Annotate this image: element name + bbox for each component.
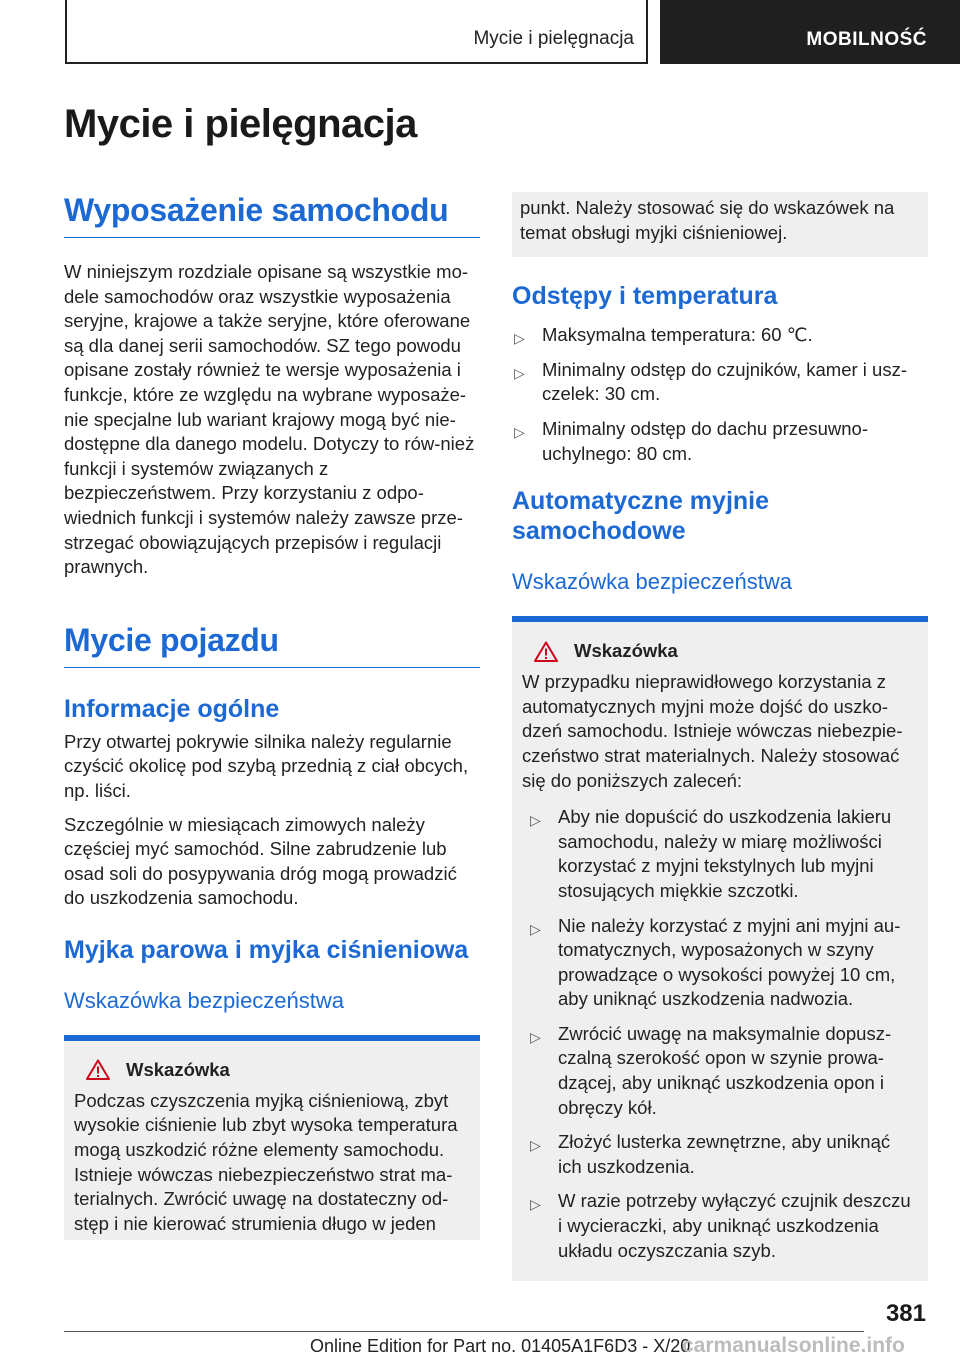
heading-general-info: Informacje ogólne [64,694,280,723]
page-number: 381 [885,1300,926,1327]
list-item: ▷ Nie należy korzystać z myjni ani myjni au-tomatycznych, wyposażonych w szyny prowadzące o wysokości powyżej 10 cm, aby uniknąć uszkodzenia nadwozia. [530,914,901,1010]
note-label: Wskazówka [126,1058,230,1080]
heading-vehicle-wash: Mycie pojazdu [64,622,480,668]
page-title: Mycie i pielęgnacja [64,102,417,146]
triangle-bullet-icon: ▷ [530,812,541,829]
list-item: ▷ Złożyć lusterka zewnętrzne, aby uniknąć ich uszkodzenia. [530,1131,891,1177]
distance-list [512,323,928,466]
paragraph-equipment: W niniejszym rozdziale opisane są wszystkie mo-dele samochodów oraz wszystkie wyposażenia seryjne, krajowe a także seryjne, które oferowane są dla danej serii samochodów. SZ tego powodu opisane zostały również te wersje wyposażenia i funkcje, które ze względu na wybrane wyposaże-nie specjalne lub wariant krajowy mogą być nie-dostępne dla danego modelu. Dotyczy to rów-nież funkcji i systemów związanych z bezpieczeństwem. Przy korzystaniu z odpo-wiednich funkcji i systemów należy zawsze prze-strzegać obowiązujących przepisów i regulacji prawnych. [64,261,475,578]
right-column [512,192,928,1281]
footer-edition: Online Edition for Part no. 01405A1F6D3 - X/20 [310,1336,691,1356]
triangle-bullet-icon: ▷ [514,364,525,381]
footer-watermark: carmanualsonline.info [682,1334,905,1357]
paragraph-general-1: Przy otwartej pokrywie silnika należy regularnie czyścić okolicę pod szybą przednią z ciał obcych, np. liści. [64,730,469,801]
list-item: ▷ Maksymalna temperatura: 60 ℃. [512,323,928,348]
heading-steam-pressure-washer: Myjka parowa i myjka ciśnieniowa [64,935,469,964]
paragraph-general-2: Szczególnie w miesiącach zimowych należy częściej myć samochód. Silne zabrudzenie lub osad soli do posypywania dróg mogą prowadzić do uszkodzenia samochodu. [64,813,457,909]
car-wash-recommendations-list [522,805,918,1263]
header-section-title: Mycie i pielęgnacja [473,28,634,49]
triangle-bullet-icon: ▷ [514,423,525,440]
heading-distance-temperature: Odstępy i temperatura [512,282,778,311]
note-label: Wskazówka [574,640,678,662]
note-header [522,640,918,662]
triangle-bullet-icon: ▷ [530,1028,541,1045]
heading-automatic-car-wash: Automatyczne myjnie samochodowe [512,487,770,546]
note-continuation-text: punkt. Należy stosować się do wskazówek na temat obsługi myjki ciśnieniowej. [520,197,895,243]
triangle-bullet-icon: ▷ [514,330,525,347]
heading-safety-note-left: Wskazówka bezpieczeństwa [64,987,345,1013]
safety-note-box-right [512,616,928,1281]
list-item: ▷ Minimalny odstęp do czujników, kamer i usz-czelek: 30 cm. [514,358,908,405]
heading-safety-note-right: Wskazówka bezpieczeństwa [512,569,793,595]
note-header [74,1059,470,1081]
safety-note-box-left [64,1035,480,1241]
triangle-bullet-icon: ▷ [530,1137,541,1154]
list-item: ▷ Aby nie dopuścić do uszkodzenia lakieru samochodu, należy w miarę możliwości korzystać z myjni tekstylnych lub myjni stosujących miękkie szczotki. [530,806,892,901]
list-item: ▷ Zwrócić uwagę na maksymalnie dopusz-czalną szerokość opon w szynie prowa-dzącej, aby uniknąć uszkodzenia opon i obręczy kół. [530,1022,892,1118]
header-tab-label: MOBILNOŚĆ [806,29,927,50]
triangle-bullet-icon: ▷ [530,1196,541,1213]
warning-triangle-icon [86,1059,110,1080]
safety-note-continuation [512,192,928,257]
left-column [64,192,480,1240]
note-text-left: Podczas czyszczenia myjką ciśnieniową, zbyt wysokie ciśnienie lub zbyt wysoka temperatura mogą uszkodzić różne elementy samochodu. Istnieje wówczas niebezpieczeństwo strat ma-terialnych. Zwrócić uwagę na dostateczny od-stęp i nie kierować strumienia długo w jeden [74,1089,458,1234]
list-item: ▷ W razie potrzeby wyłączyć czujnik deszczu i wycieraczki, aby uniknąć uszkodzenia układu oczyszczania szyb. [530,1190,911,1261]
heading-equipment: Wyposażenie samochodu [64,192,480,238]
header-frame [65,0,648,64]
triangle-bullet-icon: ▷ [530,920,541,937]
footer-divider [64,1331,864,1332]
note-text-right: W przypadku nieprawidłowego korzystania z automatycznych myjni może dojść do uszko-dzeń samochodu. Istnieje wówczas niebezpie-czeństwo strat materialnych. Należy stosować się do poniższych zaleceń: [522,671,903,791]
list-item: ▷ Minimalny odstęp do dachu przesuwno-uchylnego: 80 cm. [514,417,868,464]
header-chapter-tab [660,0,960,64]
warning-triangle-icon [534,641,558,662]
